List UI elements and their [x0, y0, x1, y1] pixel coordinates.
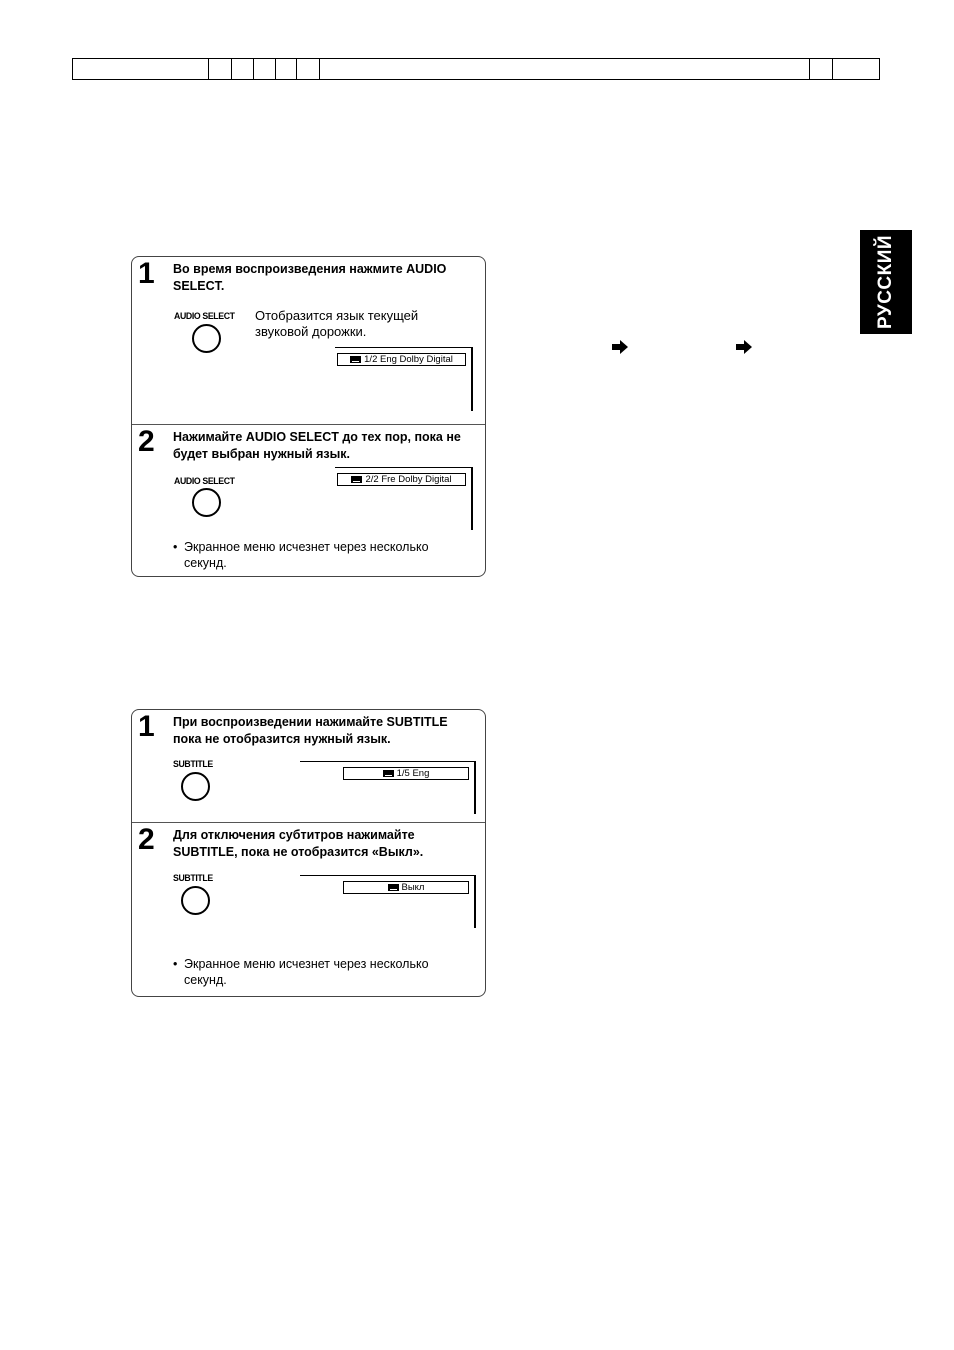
audio-select-button-icon — [192, 488, 221, 517]
header-cell — [254, 59, 276, 79]
step-number: 1 — [138, 257, 155, 290]
subtitle-osd-icon — [383, 770, 394, 777]
note — [173, 539, 473, 571]
osd-text: Выкл — [401, 882, 425, 893]
step-description: Отобразится язык текущей звуковой дорожки. — [255, 308, 419, 339]
header-cell — [73, 59, 209, 79]
subtitle-button-icon — [181, 772, 210, 801]
header-cell — [320, 59, 810, 79]
header-cell — [276, 59, 298, 79]
note-bullet: • — [173, 957, 178, 971]
step-instruction: При воспроизведении нажимайте SUBTITLE пока не отобразится нужный язык. — [173, 715, 448, 746]
language-side-tab-label: РУССКИЙ — [875, 234, 896, 330]
subtitle-button-label: SUBTITLE — [173, 759, 213, 770]
arrow-right-icon — [612, 340, 628, 354]
header-cell — [810, 59, 833, 79]
header-cell — [833, 59, 879, 79]
note-line: секунд. — [184, 973, 227, 987]
audio-select-button-label: AUDIO SELECT — [174, 476, 235, 487]
audio-select-button-label: AUDIO SELECT — [174, 311, 235, 322]
osd-text: 1/2 Eng Dolby Digital — [364, 354, 453, 365]
language-side-tab — [860, 230, 912, 334]
arrow-right-icon — [736, 340, 752, 354]
audio-select-button-icon — [192, 324, 221, 353]
audio-step-1 — [132, 257, 485, 424]
subtitle-button-icon — [181, 886, 210, 915]
osd-subtitle-display — [343, 767, 469, 780]
osd-audio-display — [337, 353, 466, 366]
note-line: Экранное меню исчезнет через несколько — [184, 957, 429, 971]
header-cell — [232, 59, 254, 79]
subtitle-step-1 — [132, 710, 485, 822]
subtitle-button-label: SUBTITLE — [173, 873, 213, 884]
header-table — [72, 58, 880, 80]
audio-select-instructions — [131, 256, 486, 577]
osd-subtitle-display — [343, 881, 469, 894]
header-cell — [209, 59, 232, 79]
note-line: Экранное меню исчезнет через несколько — [184, 540, 429, 554]
note — [173, 956, 473, 988]
note-bullet: • — [173, 540, 178, 554]
osd-text: 2/2 Fre Dolby Digital — [365, 474, 452, 485]
subtitle-step-2 — [132, 822, 485, 997]
header-cell — [297, 59, 320, 79]
osd-audio-display — [337, 473, 466, 486]
step-number: 1 — [138, 710, 155, 743]
audio-step-2 — [132, 424, 485, 577]
note-line: секунд. — [184, 556, 227, 570]
subtitle-instructions — [131, 709, 486, 997]
subtitle-osd-icon — [388, 884, 399, 891]
step-number: 2 — [138, 425, 155, 458]
step-instruction: Для отключения субтитров нажимайте SUBTITLE, пока не отобразится «Выкл». — [173, 828, 424, 859]
step-instruction: Во время воспроизведения нажмите AUDIO SELECT. — [173, 262, 447, 293]
subtitle-osd-icon — [350, 356, 361, 363]
step-number: 2 — [138, 823, 155, 856]
subtitle-osd-icon — [351, 476, 362, 483]
step-instruction: Нажимайте AUDIO SELECT до тех пор, пока не будет выбран нужный язык. — [173, 430, 461, 461]
osd-text: 1/5 Eng — [396, 768, 430, 779]
